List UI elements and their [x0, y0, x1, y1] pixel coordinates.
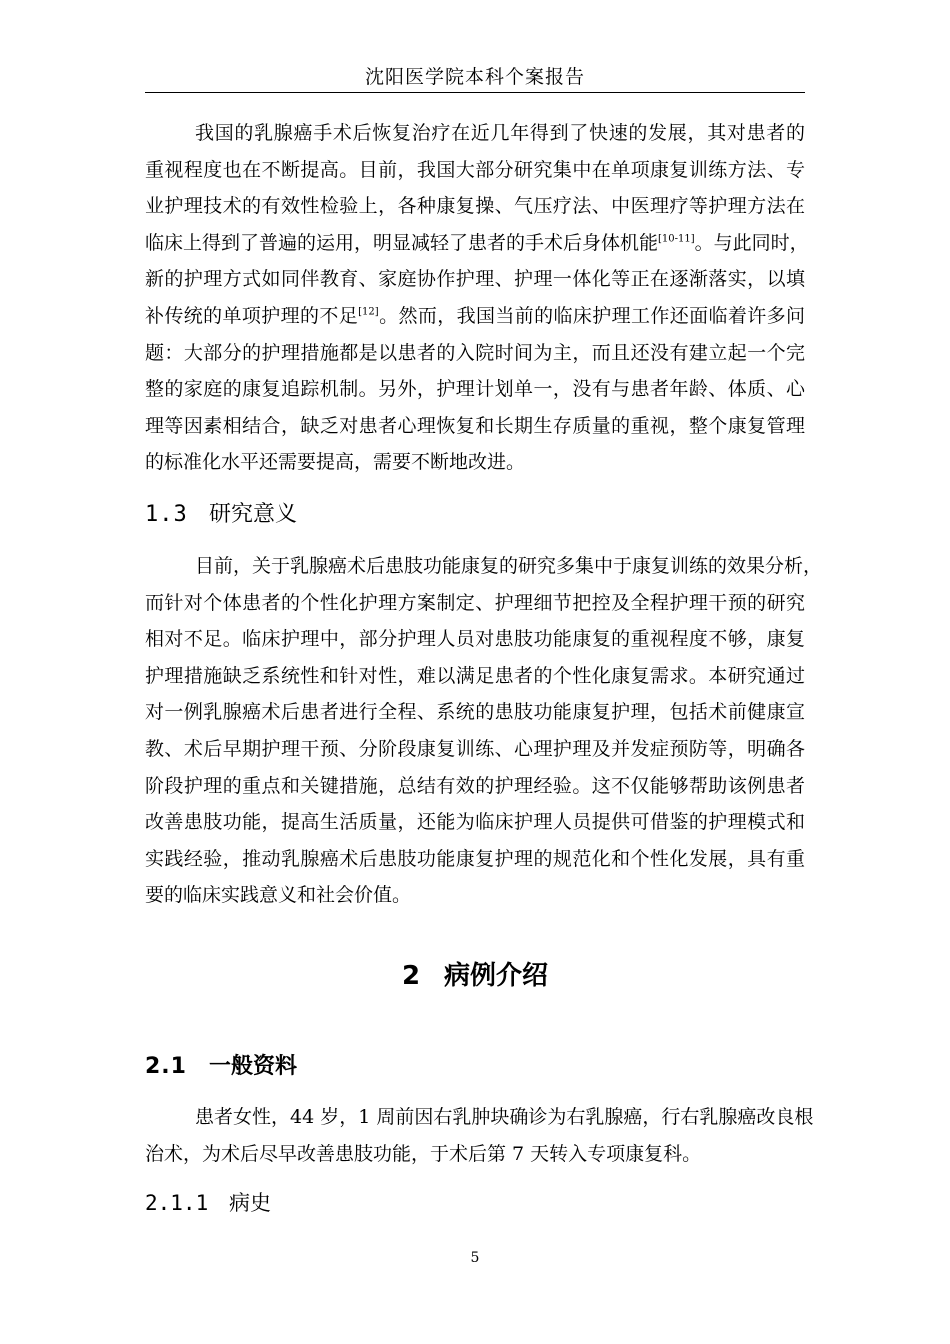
paragraph-line: 的标准化水平还需要提高，需要不断地改进。 — [145, 451, 526, 474]
section-heading-2-1 — [145, 1052, 297, 1082]
paragraph-line: 目前，关于乳腺癌术后患肢功能康复的研究多集中于康复训练的效果分析， — [195, 555, 823, 577]
paragraph-line: 理等因素相结合，缺乏对患者心理恢复和长期生存质量的重视，整个康复管理 — [145, 414, 805, 437]
paragraph-line: 教、术后早期护理干预、分阶段康复训练、心理护理及并发症预防等，明确各 — [145, 737, 805, 760]
paragraph-line — [145, 225, 809, 262]
paragraph-text: 。与此同时， — [694, 231, 809, 254]
page-header: 沈阳医学院本科个案报告 — [364, 66, 585, 88]
paragraph-line — [145, 298, 805, 335]
section-title: 研究意义 — [209, 502, 298, 527]
paragraph-line: 而针对个体患者的个性化护理方案制定、护理细节把控及全程护理干预的研究 — [145, 591, 805, 614]
general-info-paragraph — [145, 1099, 814, 1172]
paragraph-line: 对一例乳腺癌术后患者进行全程、系统的患肢功能康复护理，包括术前健康宣 — [145, 701, 805, 724]
citation-marker: [10-11] — [658, 233, 695, 245]
paragraph-line: 治术，为术后尽早改善患肢功能，于术后第 7 天转入专项康复科。 — [145, 1142, 702, 1165]
chapter-heading-2 — [145, 958, 805, 994]
paragraph-line: 相对不足。临床护理中，部分护理人员对患肢功能康复的重视程度不够，康复 — [145, 628, 805, 651]
chapter-number: 2 — [401, 961, 421, 991]
paragraph-line: 阶段护理的重点和关键措施，总结有效的护理经验。这不仅能够帮助该例患者 — [145, 774, 805, 797]
paragraph-line: 题：大部分的护理措施都是以患者的入院时间为主，而且还没有建立起一个完 — [145, 341, 805, 364]
citation-marker: [12] — [358, 306, 379, 318]
section-number: 2.1 — [145, 1054, 187, 1079]
paragraph-line: 重视程度也在不断提高。目前，我国大部分研究集中在单项康复训练方法、专 — [145, 158, 805, 181]
paragraph-line: 患者女性，44 岁，1 周前因右乳肿块确诊为右乳腺癌，行右乳腺癌改良根 — [195, 1106, 814, 1128]
subsection-number: 2.1.1 — [145, 1191, 209, 1215]
intro-paragraph — [145, 115, 809, 481]
paragraph-line: 我国的乳腺癌手术后恢复治疗在近几年得到了快速的发展，其对患者的 — [195, 122, 805, 144]
chapter-title: 病例介绍 — [444, 961, 549, 991]
paragraph-line: 业护理技术的有效性检验上，各种康复操、气压疗法、中医理疗等护理方法在 — [145, 195, 805, 218]
paragraph-text: 临床上得到了普遍的运用，明显减轻了患者的手术后身体机能 — [145, 231, 659, 254]
paragraph-line: 护理措施缺乏系统性和针对性，难以满足患者的个性化康复需求。本研究通过 — [145, 664, 805, 687]
section-number: 1.3 — [145, 502, 188, 527]
header-divider — [145, 92, 805, 93]
paragraph-line: 新的护理方式如同伴教育、家庭协作护理、护理一体化等正在逐渐落实，以填 — [145, 268, 805, 291]
paragraph-line: 改善患肢功能，提高生活质量，还能为临床护理人员提供可借鉴的护理模式和 — [145, 811, 805, 834]
paragraph-line: 要的临床实践意义和社会价值。 — [145, 884, 412, 907]
section-title: 一般资料 — [209, 1054, 298, 1079]
paragraph-text: 补传统的单项护理的不足 — [145, 304, 359, 327]
subsection-heading-2-1-1 — [145, 1188, 271, 1218]
subsection-title: 病史 — [229, 1191, 271, 1215]
page-number: 5 — [470, 1250, 480, 1266]
paragraph-line: 实践经验，推动乳腺癌术后患肢功能康复护理的规范化和个性化发展，具有重 — [145, 847, 805, 870]
section-heading-1-3 — [145, 500, 297, 530]
significance-paragraph — [145, 548, 823, 914]
paragraph-line: 整的家庭的康复追踪机制。另外，护理计划单一，没有与患者年龄、体质、心 — [145, 378, 805, 401]
paragraph-text: 。然而，我国当前的临床护理工作还面临着许多问 — [378, 304, 805, 327]
